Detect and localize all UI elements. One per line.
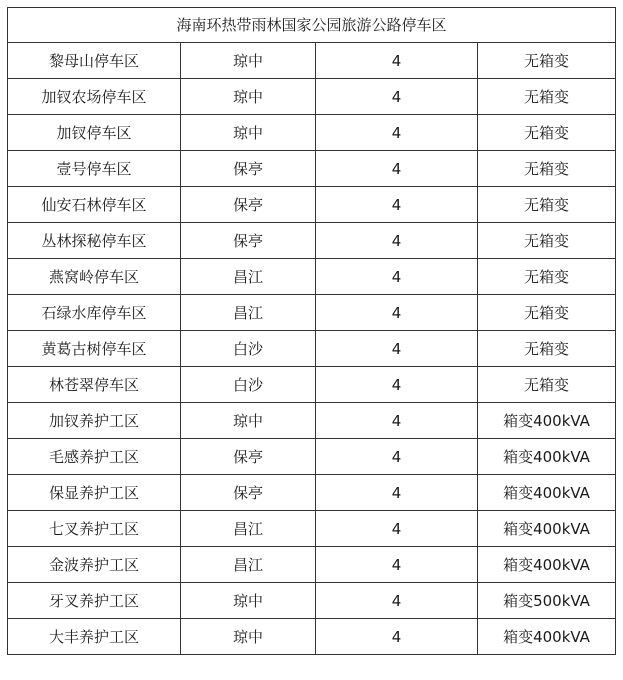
cell-site-name: 仙安石林停车区	[8, 187, 181, 223]
cell-region: 保亭	[181, 439, 316, 475]
cell-region: 琼中	[181, 115, 316, 151]
cell-count: 4	[316, 619, 478, 655]
cell-region: 保亭	[181, 223, 316, 259]
cell-site-name: 石绿水库停车区	[8, 295, 181, 331]
cell-transformer: 箱变400kVA	[478, 619, 616, 655]
cell-transformer: 无箱变	[478, 115, 616, 151]
table-row	[8, 583, 616, 619]
cell-count: 4	[316, 79, 478, 115]
cell-site-name: 加钗养护工区	[8, 403, 181, 439]
parking-area-table	[7, 7, 616, 655]
cell-region: 琼中	[181, 619, 316, 655]
cell-transformer: 无箱变	[478, 259, 616, 295]
table-row	[8, 439, 616, 475]
cell-site-name: 加钗农场停车区	[8, 79, 181, 115]
table-row	[8, 403, 616, 439]
cell-region: 琼中	[181, 43, 316, 79]
cell-transformer: 箱变400kVA	[478, 511, 616, 547]
cell-count: 4	[316, 583, 478, 619]
table-row	[8, 547, 616, 583]
cell-region: 白沙	[181, 367, 316, 403]
table-row	[8, 367, 616, 403]
cell-transformer: 无箱变	[478, 331, 616, 367]
cell-count: 4	[316, 43, 478, 79]
cell-count: 4	[316, 187, 478, 223]
cell-transformer: 无箱变	[478, 43, 616, 79]
cell-site-name: 燕窝岭停车区	[8, 259, 181, 295]
cell-site-name: 保显养护工区	[8, 475, 181, 511]
cell-transformer: 无箱变	[478, 151, 616, 187]
cell-region: 琼中	[181, 79, 316, 115]
cell-count: 4	[316, 331, 478, 367]
cell-transformer: 无箱变	[478, 295, 616, 331]
cell-region: 保亭	[181, 151, 316, 187]
cell-count: 4	[316, 259, 478, 295]
cell-site-name: 大丰养护工区	[8, 619, 181, 655]
cell-region: 昌江	[181, 295, 316, 331]
cell-count: 4	[316, 367, 478, 403]
table-row	[8, 43, 616, 79]
cell-site-name: 七叉养护工区	[8, 511, 181, 547]
cell-count: 4	[316, 403, 478, 439]
cell-count: 4	[316, 475, 478, 511]
table-row	[8, 115, 616, 151]
cell-count: 4	[316, 223, 478, 259]
cell-transformer: 无箱变	[478, 187, 616, 223]
cell-transformer: 箱变400kVA	[478, 403, 616, 439]
cell-transformer: 箱变400kVA	[478, 439, 616, 475]
cell-count: 4	[316, 547, 478, 583]
cell-transformer: 无箱变	[478, 367, 616, 403]
cell-region: 昌江	[181, 259, 316, 295]
table-title-row	[8, 8, 616, 43]
cell-site-name: 黎母山停车区	[8, 43, 181, 79]
cell-site-name: 林苍翠停车区	[8, 367, 181, 403]
cell-region: 保亭	[181, 475, 316, 511]
table-row	[8, 79, 616, 115]
table-row	[8, 259, 616, 295]
cell-site-name: 毛感养护工区	[8, 439, 181, 475]
cell-region: 保亭	[181, 187, 316, 223]
cell-region: 白沙	[181, 331, 316, 367]
table-row	[8, 511, 616, 547]
table-row	[8, 619, 616, 655]
cell-site-name: 金波养护工区	[8, 547, 181, 583]
cell-transformer: 箱变400kVA	[478, 475, 616, 511]
cell-site-name: 加钗停车区	[8, 115, 181, 151]
cell-transformer: 无箱变	[478, 79, 616, 115]
cell-site-name: 壹号停车区	[8, 151, 181, 187]
cell-site-name: 丛林探秘停车区	[8, 223, 181, 259]
cell-count: 4	[316, 151, 478, 187]
cell-count: 4	[316, 295, 478, 331]
cell-count: 4	[316, 511, 478, 547]
cell-site-name: 黄葛古树停车区	[8, 331, 181, 367]
table-row	[8, 331, 616, 367]
table-row	[8, 295, 616, 331]
cell-transformer: 无箱变	[478, 223, 616, 259]
table-title: 海南环热带雨林国家公园旅游公路停车区	[8, 8, 616, 43]
cell-region: 昌江	[181, 547, 316, 583]
cell-region: 昌江	[181, 511, 316, 547]
table-row	[8, 475, 616, 511]
cell-region: 琼中	[181, 403, 316, 439]
table-row	[8, 187, 616, 223]
cell-site-name: 牙叉养护工区	[8, 583, 181, 619]
cell-count: 4	[316, 439, 478, 475]
cell-transformer: 箱变500kVA	[478, 583, 616, 619]
cell-count: 4	[316, 115, 478, 151]
cell-transformer: 箱变400kVA	[478, 547, 616, 583]
table-row	[8, 151, 616, 187]
cell-region: 琼中	[181, 583, 316, 619]
table-body	[8, 8, 616, 655]
table-row	[8, 223, 616, 259]
